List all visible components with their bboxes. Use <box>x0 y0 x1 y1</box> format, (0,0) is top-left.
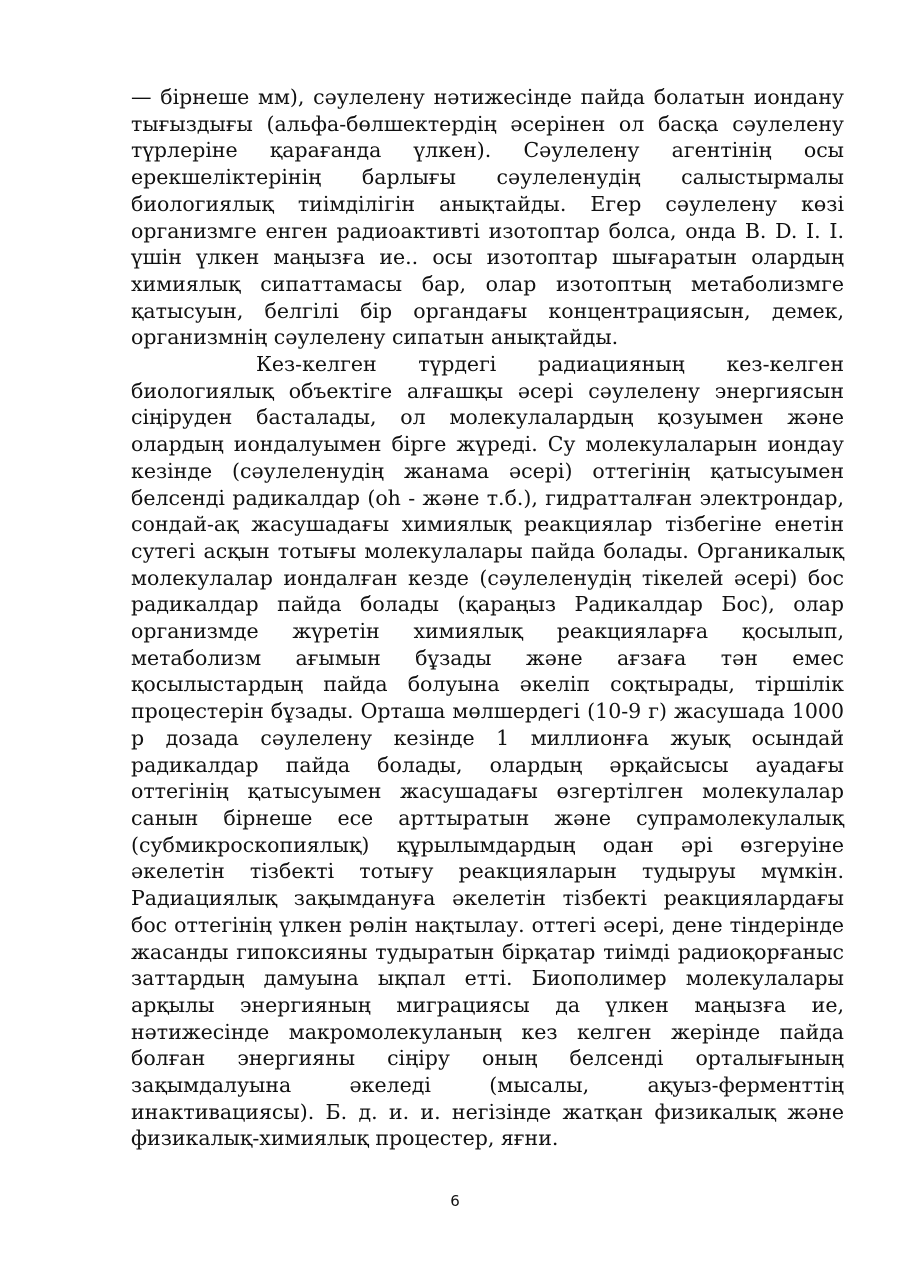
paragraph-2: Кез-келген түрдегі радиацияның кез-келген биологиялық объектіге алғашқы әсері сәулелену энергиясын сіңіруден басталады, ол молекулалардың қозуымен және олардың иондалуымен бірге жүреді. Су молекулаларын иондау кезінде (сәулеленудің жанама әсері) оттегінің қатысуымен белсенді радикалдар (oh - және т.б.), гидратталған электрондар, сондай-ақ жасушадағы химиялық реакциялар тізбегіне енетін сутегі асқын тотығы молекулалары пайда болады. Органикалық молекулалар иондалған кезде (сәулеленудің тікелей әсері) бос радикалдар пайда болады (қараңыз Радикалдар Бос), олар организмде жүретін химиялық реакцияларға қосылып, метаболизм ағымын бұзады және ағзаға тән емес қосылыстардың пайда болуына әкеліп соқтырады, тіршілік процестерін бұзады. Орташа мөлшердегі (10-9 г) жасушада 1000 р дозада сәулелену кезінде 1 миллионға жуық осындай радикалдар пайда болады, олардың әрқайсысы ауадағы оттегінің қатысуымен жасушадағы өзгертілген молекулалар санын бірнеше есе арттыратын және супрамолекулалық (субмикроскопиялық) құрылымдардың одан әрі өзгеруіне әкелетін тізбекті тотығу реакцияларын тудыруы мүмкін. Радиациялық зақымдануға әкелетін тізбекті реакциялардағы бос оттегінің үлкен рөлін нақтылау. оттегі әсері, дене тіндерінде жасанды гипоксияны тудыратын бірқатар тиімді радиоқорғаныс заттардың дамуына ықпал етті. Биополимер молекулалары арқылы энергияның миграциясы да үлкен маңызға ие, нәтижесінде макромолекуланың кез келген жерінде пайда болған энергияны сіңіру оның белсенді орталығының зақымдалуына әкеледі (мысалы, ақуыз-ферменттің инактивациясы). Б. д. и. и. негізінде жатқан физикалық және физикалық-химиялық процестер, яғни. <box>131 352 844 1151</box>
paragraph-1: — бірнеше мм), сәулелену нәтижесінде пайда болатын иондану тығыздығы (альфа-бөлшектердің әсерінен ол басқа сәулелену түрлеріне қарағанда үлкен). Сәулелену агентінің осы ерекшеліктерінің барлығы сәулеленудің салыстырмалы биологиялық тиімділігін анықтайды. Егер сәулелену көзі организмге енген радиоактивті изотоптар болса, онда В. D. I. I. үшін үлкен маңызға ие.. осы изотоптар шығаратын олардың химиялық сипаттамасы бар, олар изотоптың метаболизмге қатысуын, белгілі бір органдағы концентрациясын, демек, организмнің сәулелену сипатын анықтайды. <box>131 85 844 350</box>
page-body-text <box>131 84 844 1152</box>
page-number: 6 <box>450 1192 460 1210</box>
